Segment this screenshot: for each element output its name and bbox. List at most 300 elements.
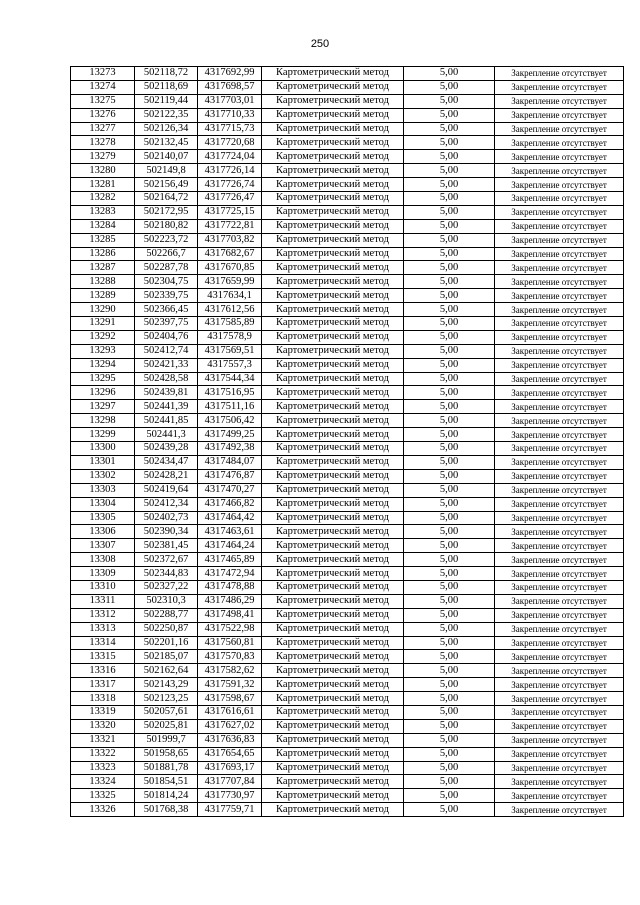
x-coordinate-cell: 502287,78 [135, 261, 198, 275]
x-coordinate-cell: 502441,3 [135, 428, 198, 442]
fixation-cell: Закрепление отсутствует [495, 747, 624, 761]
x-coordinate-cell: 502344,83 [135, 567, 198, 581]
y-coordinate-cell: 4317682,67 [198, 247, 262, 261]
fixation-cell: Закрепление отсутствует [495, 205, 624, 219]
method-cell: Картометрический метод [262, 622, 404, 636]
x-coordinate-cell: 502162,64 [135, 664, 198, 678]
x-coordinate-cell: 502156,49 [135, 178, 198, 192]
fixation-cell: Закрепление отсутствует [495, 150, 624, 164]
table-row [71, 122, 624, 136]
point-number-cell: 13302 [71, 469, 135, 483]
fixation-cell: Закрепление отсутствует [495, 261, 624, 275]
y-coordinate-cell: 4317616,61 [198, 705, 262, 719]
y-coordinate-cell: 4317612,56 [198, 303, 262, 317]
y-coordinate-cell: 4317486,29 [198, 594, 262, 608]
table-row [71, 136, 624, 150]
point-number-cell: 13309 [71, 567, 135, 581]
point-number-cell: 13293 [71, 344, 135, 358]
precision-cell: 5,00 [404, 150, 495, 164]
y-coordinate-cell: 4317499,25 [198, 428, 262, 442]
table-row [71, 150, 624, 164]
y-coordinate-cell: 4317472,94 [198, 567, 262, 581]
table-row [71, 803, 624, 817]
table-row [71, 275, 624, 289]
y-coordinate-cell: 4317570,83 [198, 650, 262, 664]
table-row [71, 192, 624, 206]
x-coordinate-cell: 501999,7 [135, 733, 198, 747]
y-coordinate-cell: 4317698,57 [198, 80, 262, 94]
x-coordinate-cell: 502123,25 [135, 692, 198, 706]
point-number-cell: 13283 [71, 205, 135, 219]
precision-cell: 5,00 [404, 650, 495, 664]
fixation-cell: Закрепление отсутствует [495, 622, 624, 636]
precision-cell: 5,00 [404, 233, 495, 247]
precision-cell: 5,00 [404, 719, 495, 733]
precision-cell: 5,00 [404, 80, 495, 94]
table-row [71, 219, 624, 233]
table-row [71, 594, 624, 608]
y-coordinate-cell: 4317585,89 [198, 317, 262, 331]
fixation-cell: Закрепление отсутствует [495, 247, 624, 261]
point-number-cell: 13324 [71, 775, 135, 789]
table-row [71, 497, 624, 511]
point-number-cell: 13308 [71, 553, 135, 567]
method-cell: Картометрический метод [262, 692, 404, 706]
point-number-cell: 13284 [71, 219, 135, 233]
method-cell: Картометрический метод [262, 219, 404, 233]
x-coordinate-cell: 502366,45 [135, 303, 198, 317]
point-number-cell: 13279 [71, 150, 135, 164]
method-cell: Картометрический метод [262, 483, 404, 497]
y-coordinate-cell: 4317726,74 [198, 178, 262, 192]
x-coordinate-cell: 502140,07 [135, 150, 198, 164]
fixation-cell: Закрепление отсутствует [495, 594, 624, 608]
point-number-cell: 13274 [71, 80, 135, 94]
table-row [71, 178, 624, 192]
point-number-cell: 13294 [71, 358, 135, 372]
fixation-cell: Закрепление отсутствует [495, 733, 624, 747]
fixation-cell: Закрепление отсутствует [495, 178, 624, 192]
x-coordinate-cell: 502397,75 [135, 317, 198, 331]
table-row [71, 303, 624, 317]
fixation-cell: Закрепление отсутствует [495, 567, 624, 581]
precision-cell: 5,00 [404, 455, 495, 469]
method-cell: Картометрический метод [262, 580, 404, 594]
y-coordinate-cell: 4317478,88 [198, 580, 262, 594]
method-cell: Картометрический метод [262, 275, 404, 289]
method-cell: Картометрический метод [262, 67, 404, 81]
point-number-cell: 13273 [71, 67, 135, 81]
table-row [71, 108, 624, 122]
point-number-cell: 13310 [71, 580, 135, 594]
y-coordinate-cell: 4317466,82 [198, 497, 262, 511]
point-number-cell: 13314 [71, 636, 135, 650]
fixation-cell: Закрепление отсутствует [495, 233, 624, 247]
y-coordinate-cell: 4317498,41 [198, 608, 262, 622]
point-number-cell: 13326 [71, 803, 135, 817]
point-number-cell: 13306 [71, 525, 135, 539]
precision-cell: 5,00 [404, 317, 495, 331]
fixation-cell: Закрепление отсутствует [495, 67, 624, 81]
method-cell: Картометрический метод [262, 469, 404, 483]
method-cell: Картометрический метод [262, 525, 404, 539]
y-coordinate-cell: 4317759,71 [198, 803, 262, 817]
fixation-cell: Закрепление отсутствует [495, 525, 624, 539]
fixation-cell: Закрепление отсутствует [495, 469, 624, 483]
fixation-cell: Закрепление отсутствует [495, 303, 624, 317]
precision-cell: 5,00 [404, 483, 495, 497]
point-number-cell: 13282 [71, 192, 135, 206]
precision-cell: 5,00 [404, 497, 495, 511]
x-coordinate-cell: 502441,39 [135, 400, 198, 414]
y-coordinate-cell: 4317557,3 [198, 358, 262, 372]
fixation-cell: Закрепление отсутствует [495, 608, 624, 622]
point-number-cell: 13290 [71, 303, 135, 317]
method-cell: Картометрический метод [262, 719, 404, 733]
point-number-cell: 13280 [71, 164, 135, 178]
x-coordinate-cell: 501768,38 [135, 803, 198, 817]
x-coordinate-cell: 502441,85 [135, 414, 198, 428]
y-coordinate-cell: 4317654,65 [198, 747, 262, 761]
fixation-cell: Закрепление отсутствует [495, 317, 624, 331]
table-row [71, 747, 624, 761]
fixation-cell: Закрепление отсутствует [495, 553, 624, 567]
y-coordinate-cell: 4317720,68 [198, 136, 262, 150]
table-row [71, 580, 624, 594]
x-coordinate-cell: 502185,07 [135, 650, 198, 664]
fixation-cell: Закрепление отсутствует [495, 372, 624, 386]
table-row [71, 205, 624, 219]
x-coordinate-cell: 502119,44 [135, 94, 198, 108]
fixation-cell: Закрепление отсутствует [495, 289, 624, 303]
point-number-cell: 13312 [71, 608, 135, 622]
y-coordinate-cell: 4317703,82 [198, 233, 262, 247]
method-cell: Картометрический метод [262, 303, 404, 317]
fixation-cell: Закрепление отсутствует [495, 164, 624, 178]
method-cell: Картометрический метод [262, 761, 404, 775]
x-coordinate-cell: 502122,35 [135, 108, 198, 122]
fixation-cell: Закрепление отсутствует [495, 803, 624, 817]
precision-cell: 5,00 [404, 803, 495, 817]
method-cell: Картометрический метод [262, 594, 404, 608]
fixation-cell: Закрепление отсутствует [495, 428, 624, 442]
y-coordinate-cell: 4317484,07 [198, 455, 262, 469]
y-coordinate-cell: 4317560,81 [198, 636, 262, 650]
table-row [71, 719, 624, 733]
y-coordinate-cell: 4317569,51 [198, 344, 262, 358]
y-coordinate-cell: 4317707,84 [198, 775, 262, 789]
precision-cell: 5,00 [404, 580, 495, 594]
x-coordinate-cell: 502126,34 [135, 122, 198, 136]
point-number-cell: 13307 [71, 539, 135, 553]
fixation-cell: Закрепление отсутствует [495, 344, 624, 358]
precision-cell: 5,00 [404, 594, 495, 608]
point-number-cell: 13296 [71, 386, 135, 400]
table-row [71, 94, 624, 108]
y-coordinate-cell: 4317724,04 [198, 150, 262, 164]
table-row [71, 636, 624, 650]
table-row [71, 164, 624, 178]
precision-cell: 5,00 [404, 636, 495, 650]
point-number-cell: 13318 [71, 692, 135, 706]
x-coordinate-cell: 502025,81 [135, 719, 198, 733]
x-coordinate-cell: 501958,65 [135, 747, 198, 761]
point-number-cell: 13299 [71, 428, 135, 442]
fixation-cell: Закрепление отсутствует [495, 414, 624, 428]
y-coordinate-cell: 4317476,87 [198, 469, 262, 483]
y-coordinate-cell: 4317726,14 [198, 164, 262, 178]
table-row [71, 664, 624, 678]
point-number-cell: 13288 [71, 275, 135, 289]
table-row [71, 733, 624, 747]
table-row [71, 358, 624, 372]
point-number-cell: 13297 [71, 400, 135, 414]
method-cell: Картометрический метод [262, 539, 404, 553]
y-coordinate-cell: 4317710,33 [198, 108, 262, 122]
precision-cell: 5,00 [404, 94, 495, 108]
method-cell: Картометрический метод [262, 261, 404, 275]
fixation-cell: Закрепление отсутствует [495, 789, 624, 803]
table-row [71, 330, 624, 344]
table-row [71, 567, 624, 581]
x-coordinate-cell: 502372,67 [135, 553, 198, 567]
y-coordinate-cell: 4317693,17 [198, 761, 262, 775]
table-row [71, 705, 624, 719]
table-row [71, 67, 624, 81]
fixation-cell: Закрепление отсутствует [495, 580, 624, 594]
y-coordinate-cell: 4317636,83 [198, 733, 262, 747]
precision-cell: 5,00 [404, 414, 495, 428]
precision-cell: 5,00 [404, 372, 495, 386]
fixation-cell: Закрепление отсутствует [495, 122, 624, 136]
table-row [71, 428, 624, 442]
method-cell: Картометрический метод [262, 372, 404, 386]
method-cell: Картометрический метод [262, 789, 404, 803]
method-cell: Картометрический метод [262, 108, 404, 122]
precision-cell: 5,00 [404, 622, 495, 636]
y-coordinate-cell: 4317703,01 [198, 94, 262, 108]
precision-cell: 5,00 [404, 553, 495, 567]
x-coordinate-cell: 502304,75 [135, 275, 198, 289]
x-coordinate-cell: 502434,47 [135, 455, 198, 469]
precision-cell: 5,00 [404, 608, 495, 622]
method-cell: Картометрический метод [262, 400, 404, 414]
precision-cell: 5,00 [404, 692, 495, 706]
fixation-cell: Закрепление отсутствует [495, 650, 624, 664]
precision-cell: 5,00 [404, 705, 495, 719]
fixation-cell: Закрепление отсутствует [495, 136, 624, 150]
x-coordinate-cell: 502223,72 [135, 233, 198, 247]
precision-cell: 5,00 [404, 442, 495, 456]
point-number-cell: 13295 [71, 372, 135, 386]
y-coordinate-cell: 4317591,32 [198, 678, 262, 692]
y-coordinate-cell: 4317715,73 [198, 122, 262, 136]
point-number-cell: 13277 [71, 122, 135, 136]
method-cell: Картометрический метод [262, 553, 404, 567]
method-cell: Картометрический метод [262, 428, 404, 442]
coordinates-table [70, 66, 624, 817]
method-cell: Картометрический метод [262, 317, 404, 331]
y-coordinate-cell: 4317516,95 [198, 386, 262, 400]
method-cell: Картометрический метод [262, 608, 404, 622]
point-number-cell: 13323 [71, 761, 135, 775]
method-cell: Картометрический метод [262, 330, 404, 344]
x-coordinate-cell: 502390,34 [135, 525, 198, 539]
precision-cell: 5,00 [404, 330, 495, 344]
fixation-cell: Закрепление отсутствует [495, 511, 624, 525]
method-cell: Картометрический метод [262, 150, 404, 164]
method-cell: Картометрический метод [262, 455, 404, 469]
point-number-cell: 13289 [71, 289, 135, 303]
precision-cell: 5,00 [404, 664, 495, 678]
table-row [71, 80, 624, 94]
x-coordinate-cell: 502404,76 [135, 330, 198, 344]
table-row [71, 678, 624, 692]
x-coordinate-cell: 502149,8 [135, 164, 198, 178]
x-coordinate-cell: 502439,81 [135, 386, 198, 400]
y-coordinate-cell: 4317506,42 [198, 414, 262, 428]
x-coordinate-cell: 502180,82 [135, 219, 198, 233]
method-cell: Картометрический метод [262, 344, 404, 358]
fixation-cell: Закрепление отсутствует [495, 80, 624, 94]
precision-cell: 5,00 [404, 192, 495, 206]
fixation-cell: Закрепление отсутствует [495, 539, 624, 553]
method-cell: Картометрический метод [262, 205, 404, 219]
y-coordinate-cell: 4317598,67 [198, 692, 262, 706]
precision-cell: 5,00 [404, 275, 495, 289]
precision-cell: 5,00 [404, 67, 495, 81]
method-cell: Картометрический метод [262, 289, 404, 303]
table-row [71, 692, 624, 706]
table-row [71, 789, 624, 803]
method-cell: Картометрический метод [262, 247, 404, 261]
precision-cell: 5,00 [404, 164, 495, 178]
table-row [71, 344, 624, 358]
y-coordinate-cell: 4317726,47 [198, 192, 262, 206]
precision-cell: 5,00 [404, 789, 495, 803]
y-coordinate-cell: 4317730,97 [198, 789, 262, 803]
x-coordinate-cell: 502172,95 [135, 205, 198, 219]
table-row [71, 539, 624, 553]
table-row [71, 775, 624, 789]
y-coordinate-cell: 4317544,34 [198, 372, 262, 386]
x-coordinate-cell: 502412,74 [135, 344, 198, 358]
precision-cell: 5,00 [404, 511, 495, 525]
fixation-cell: Закрепление отсутствует [495, 358, 624, 372]
fixation-cell: Закрепление отсутствует [495, 719, 624, 733]
y-coordinate-cell: 4317492,38 [198, 442, 262, 456]
point-number-cell: 13276 [71, 108, 135, 122]
point-number-cell: 13300 [71, 442, 135, 456]
table-row [71, 622, 624, 636]
table-row [71, 761, 624, 775]
table-row [71, 386, 624, 400]
y-coordinate-cell: 4317463,61 [198, 525, 262, 539]
point-number-cell: 13304 [71, 497, 135, 511]
table-row [71, 483, 624, 497]
precision-cell: 5,00 [404, 386, 495, 400]
method-cell: Картометрический метод [262, 678, 404, 692]
table-row [71, 261, 624, 275]
point-number-cell: 13275 [71, 94, 135, 108]
method-cell: Картометрический метод [262, 414, 404, 428]
x-coordinate-cell: 502288,77 [135, 608, 198, 622]
precision-cell: 5,00 [404, 205, 495, 219]
fixation-cell: Закрепление отсутствует [495, 775, 624, 789]
method-cell: Картометрический метод [262, 511, 404, 525]
fixation-cell: Закрепление отсутствует [495, 192, 624, 206]
method-cell: Картометрический метод [262, 358, 404, 372]
method-cell: Картометрический метод [262, 136, 404, 150]
page-number: 250 [310, 38, 330, 50]
method-cell: Картометрический метод [262, 386, 404, 400]
y-coordinate-cell: 4317511,16 [198, 400, 262, 414]
table-row [71, 414, 624, 428]
table-row [71, 233, 624, 247]
x-coordinate-cell: 502118,69 [135, 80, 198, 94]
fixation-cell: Закрепление отсутствует [495, 483, 624, 497]
table-row [71, 525, 624, 539]
precision-cell: 5,00 [404, 567, 495, 581]
table-row [71, 455, 624, 469]
x-coordinate-cell: 502381,45 [135, 539, 198, 553]
fixation-cell: Закрепление отсутствует [495, 692, 624, 706]
table-row [71, 469, 624, 483]
method-cell: Картометрический метод [262, 664, 404, 678]
x-coordinate-cell: 502412,34 [135, 497, 198, 511]
x-coordinate-cell: 502057,61 [135, 705, 198, 719]
method-cell: Картометрический метод [262, 650, 404, 664]
point-number-cell: 13319 [71, 705, 135, 719]
point-number-cell: 13317 [71, 678, 135, 692]
precision-cell: 5,00 [404, 678, 495, 692]
point-number-cell: 13305 [71, 511, 135, 525]
y-coordinate-cell: 4317465,89 [198, 553, 262, 567]
y-coordinate-cell: 4317464,24 [198, 539, 262, 553]
x-coordinate-cell: 502327,22 [135, 580, 198, 594]
x-coordinate-cell: 502428,58 [135, 372, 198, 386]
precision-cell: 5,00 [404, 469, 495, 483]
table-row [71, 372, 624, 386]
precision-cell: 5,00 [404, 344, 495, 358]
x-coordinate-cell: 502339,75 [135, 289, 198, 303]
point-number-cell: 13321 [71, 733, 135, 747]
table-row [71, 608, 624, 622]
point-number-cell: 13315 [71, 650, 135, 664]
x-coordinate-cell: 502419,64 [135, 483, 198, 497]
fixation-cell: Закрепление отсутствует [495, 219, 624, 233]
point-number-cell: 13281 [71, 178, 135, 192]
fixation-cell: Закрепление отсутствует [495, 664, 624, 678]
y-coordinate-cell: 4317634,1 [198, 289, 262, 303]
precision-cell: 5,00 [404, 247, 495, 261]
fixation-cell: Закрепление отсутствует [495, 455, 624, 469]
table-row [71, 442, 624, 456]
method-cell: Картометрический метод [262, 94, 404, 108]
point-number-cell: 13303 [71, 483, 135, 497]
fixation-cell: Закрепление отсутствует [495, 442, 624, 456]
y-coordinate-cell: 4317582,62 [198, 664, 262, 678]
table-row [71, 400, 624, 414]
point-number-cell: 13313 [71, 622, 135, 636]
method-cell: Картометрический метод [262, 80, 404, 94]
y-coordinate-cell: 4317464,42 [198, 511, 262, 525]
method-cell: Картометрический метод [262, 233, 404, 247]
method-cell: Картометрический метод [262, 178, 404, 192]
coordinates-table-body [71, 67, 624, 817]
point-number-cell: 13311 [71, 594, 135, 608]
precision-cell: 5,00 [404, 525, 495, 539]
